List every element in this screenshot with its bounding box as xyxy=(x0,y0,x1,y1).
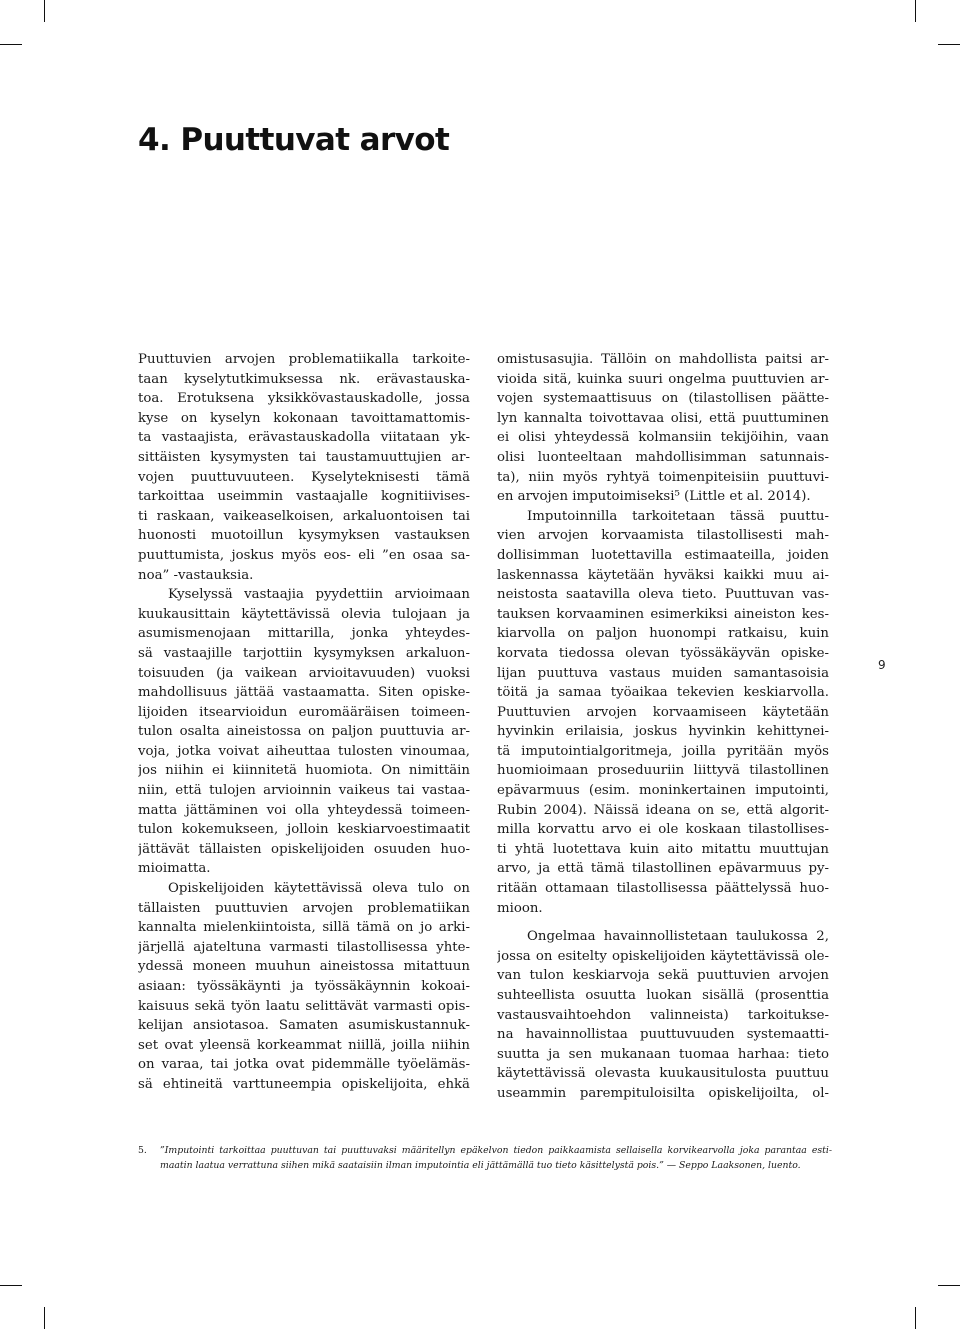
body-line: kyse on kyselyn kokonaan tavoittamattomis- xyxy=(138,410,470,426)
chapter-title: 4. Puuttuvat arvot xyxy=(138,122,450,158)
body-line: mioon. xyxy=(497,900,543,916)
crop-mark-top-left-horizontal xyxy=(0,44,22,45)
body-line: asiaan: työssäkäynti ja työssäkäynnin kokoai- xyxy=(138,979,470,994)
body-line: voja, jotka voivat aiheuttaa tulosten vinoumaa, xyxy=(138,743,470,759)
body-line: epävarmuus (esim. moninkertainen imputointi, xyxy=(497,783,829,799)
body-line: jos niihin ei kiinnitetä huomiota. On nimittäin xyxy=(138,763,470,779)
body-line: Opiskelijoiden käytettävissä oleva tulo on xyxy=(168,881,470,897)
body-line: toisuuden (ja vaikean arvioitavuuden) vuoksi xyxy=(138,665,470,681)
crop-mark-bottom-left-vertical xyxy=(44,1307,45,1329)
body-line: kannalta mielenkiintoista, sillä tämä on jo arki- xyxy=(138,920,470,936)
body-line: lijoiden itsearvioidun euromääräisen toimeen- xyxy=(138,704,470,720)
body-line: huomioimaan proseduuriin liittyvä tilastollinen xyxy=(497,763,829,779)
body-line: arvo, ja että tämä tilastollinen epävarmuus py- xyxy=(497,861,829,877)
body-line: töitä ja samaa työaikaa tekevien keskiarvolla. xyxy=(497,685,829,701)
body-line: en arvojen imputoimiseksi⁵ (Little et al. 2014). xyxy=(497,489,811,505)
body-line: sä vastaajille tarjottiin kysymyksen arkaluon- xyxy=(138,645,470,661)
body-line: laskennassa käytetään hyväksi kaikki muu ai- xyxy=(497,567,829,583)
body-line: kelijan ansiotasoa. Samaten asumiskustannuk- xyxy=(138,1018,470,1034)
body-line: huonosti muotoillun kysymyksen vastauksen xyxy=(138,528,470,544)
body-line: milla korvattu arvo ei ole koskaan tilastollises- xyxy=(497,822,829,838)
body-line: niin, että tulojen arvioinnin vaikeus tai vastaa- xyxy=(138,783,470,799)
body-line: suutta ja sen mukanaan tuomaa harhaa: tieto xyxy=(497,1046,829,1062)
crop-mark-top-right-vertical xyxy=(915,0,916,22)
body-line: kuukausittain käytettävissä olevia tulojaan ja xyxy=(138,606,470,622)
body-line: asumismenojaan mittarilla, jonka yhteydes- xyxy=(138,626,470,642)
body-line: van tulon keskiarvoja sekä puuttuvien arvojen xyxy=(497,968,829,984)
body-line: vojen puuttuvuuteen. Kyselyteknisesti tämä xyxy=(138,469,470,485)
body-line: Ongelmaa havainnollistetaan taulukossa 2, xyxy=(527,929,829,945)
body-line: Puuttuvien arvojen korvaamiseen käytetään xyxy=(497,704,829,720)
body-line: ti yhtä luotettava kuin aito mitattu muuttujan xyxy=(497,841,829,857)
crop-mark-top-right-horizontal xyxy=(938,44,960,45)
body-line: ta), niin myös ryhtyä toimenpiteisiin puuttuvi- xyxy=(497,469,829,485)
body-line: set ovat yleensä korkeammat niillä, joilla niihin xyxy=(138,1037,470,1053)
body-line: omistusasujia. Tällöin on mahdollista paitsi ar- xyxy=(497,352,829,367)
footnote-line: ”Imputointi tarkoittaa puuttuvan tai puuttuvaksi määritellyn epäkelvon tiedon paikkaamista sellaisella korvikearvolla joka parantaa esti- xyxy=(160,1145,832,1156)
body-line: Imputoinnilla tarkoitetaan tässä puuttu- xyxy=(527,508,829,524)
body-line: mioimatta. xyxy=(138,861,211,877)
body-line: sittäisten kysymysten tai taustamuuttujien ar- xyxy=(138,449,470,465)
body-line: ydessä moneen muuhun aineistossa mitattuun xyxy=(138,959,470,975)
crop-mark-top-left-vertical xyxy=(44,0,45,22)
body-line: lijan puuttuva vastaus muiden samantasoisia xyxy=(497,665,829,681)
crop-mark-bottom-right-horizontal xyxy=(938,1285,960,1286)
body-line: kaisuus sekä työn laatu selittävät varmasti opis- xyxy=(138,998,470,1014)
crop-mark-bottom-left-horizontal xyxy=(0,1285,22,1286)
right-column xyxy=(497,350,829,1104)
body-line: jättävät tällaisten opiskelijoiden osuuden huo- xyxy=(138,841,470,857)
body-line: olisi luonteeltaan mahdollisimman satunnais- xyxy=(497,449,829,465)
body-line: tällaisten puuttuvien arvojen problematiikan xyxy=(138,900,470,916)
body-line: tä imputointialgoritmeja, joilla pyritään myös xyxy=(497,743,829,759)
body-line: vioida sitä, kuinka suuri ongelma puuttuvien ar- xyxy=(497,371,829,387)
body-line: tauksen korvaaminen esimerkiksi aineiston kes- xyxy=(497,606,829,622)
body-line: jossa on esitelty opiskelijoiden käytettävissä ole- xyxy=(497,948,829,964)
body-line: puuttumista, joskus myös eos- eli ”en osaa sa- xyxy=(138,547,470,563)
page-number: 9 xyxy=(878,658,886,672)
body-line: Puuttuvien arvojen problematiikalla tarkoite- xyxy=(138,352,470,367)
body-line: na havainnollistaa puuttuvuuden systemaatti- xyxy=(497,1027,829,1043)
body-line: järjellä ajateltuna varmasti tilastollisessa yhte- xyxy=(138,939,470,955)
footnote-line: maatin laatua verrattuna siihen mikä saataisiin ilman imputointia eli jättämällä tuo tieto käsittelystä pois.” — Seppo Laaksonen, luento. xyxy=(160,1160,801,1171)
body-line: noa” -vastauksia. xyxy=(138,567,254,583)
body-line: ta vastaajista, erävastauskadolla viitataan yk- xyxy=(138,430,470,446)
body-line: neistosta saatavilla oleva tieto. Puuttuvan vas- xyxy=(497,587,829,603)
body-line: tarkoittaa useimmin vastaajalle kognitiivises- xyxy=(138,489,470,505)
body-line: korvata tiedossa olevan työssäkäyvän opiske- xyxy=(497,645,829,661)
body-line: vastausvaihtoehdon valinneista) tarkoitukse- xyxy=(497,1007,829,1023)
body-line: useammin parempituloisilta opiskelijoilta, ol- xyxy=(497,1085,829,1101)
footnote-number: 5. xyxy=(138,1145,147,1156)
body-line: toa. Erotuksena yksikkövastauskadolle, jossa xyxy=(138,391,470,407)
body-line: tulon kokemukseen, jolloin keskiarvoestimaatit xyxy=(138,822,470,838)
body-line: ei olisi yhteydessä kolmansiin tekijöihin, vaan xyxy=(497,430,829,446)
body-line: matta jättäminen voi olla yhteydessä toimeen- xyxy=(138,802,470,818)
body-line: hyvinkin erilaisia, joskus hyvinkin kehittynei- xyxy=(497,724,829,740)
body-line: sä ehtineitä varttuneempia opiskelijoita, ehkä xyxy=(138,1076,470,1092)
body-line: on varaa, tai jotka ovat pidemmälle työelämäs- xyxy=(138,1057,470,1073)
crop-mark-bottom-right-vertical xyxy=(915,1307,916,1329)
body-line: lyn kannalta toivottavaa olisi, että puuttuminen xyxy=(497,410,829,426)
body-line: ti raskaan, vaikeaselkoisen, arkaluontoisen tai xyxy=(138,508,470,524)
body-line: taan kyselytutkimuksessa nk. erävastauska- xyxy=(138,371,470,387)
body-line: dollisimman luotettavilla estimaateilla, joiden xyxy=(497,547,829,563)
body-line: kiarvolla on paljon huonompi ratkaisu, kuin xyxy=(497,626,829,642)
body-line: ritään ottamaan tilastollisessa päättelyssä huo- xyxy=(497,881,829,897)
footnote xyxy=(138,1143,832,1173)
body-line: suhteellista osuutta luokan sisällä (prosenttia xyxy=(497,988,829,1003)
body-line: vojen systemaattisuus on (tilastollisen päätte- xyxy=(497,391,829,407)
body-line: käytettävissä olevasta kuukausitulosta puuttuu xyxy=(497,1066,829,1082)
body-line: vien arvojen korvaamista tilastollisesti mah- xyxy=(497,528,829,544)
body-line: tulon osalta aineistossa on paljon puuttuvia ar- xyxy=(138,724,470,740)
body-line: Rubin 2004). Näissä ideana on se, että algorit- xyxy=(497,802,829,818)
left-column xyxy=(138,350,470,1095)
body-line: Kyselyssä vastaajia pyydettiin arvioimaan xyxy=(168,587,470,603)
body-line: mahdollisuus jättää vastaamatta. Siten opiske- xyxy=(138,685,470,701)
